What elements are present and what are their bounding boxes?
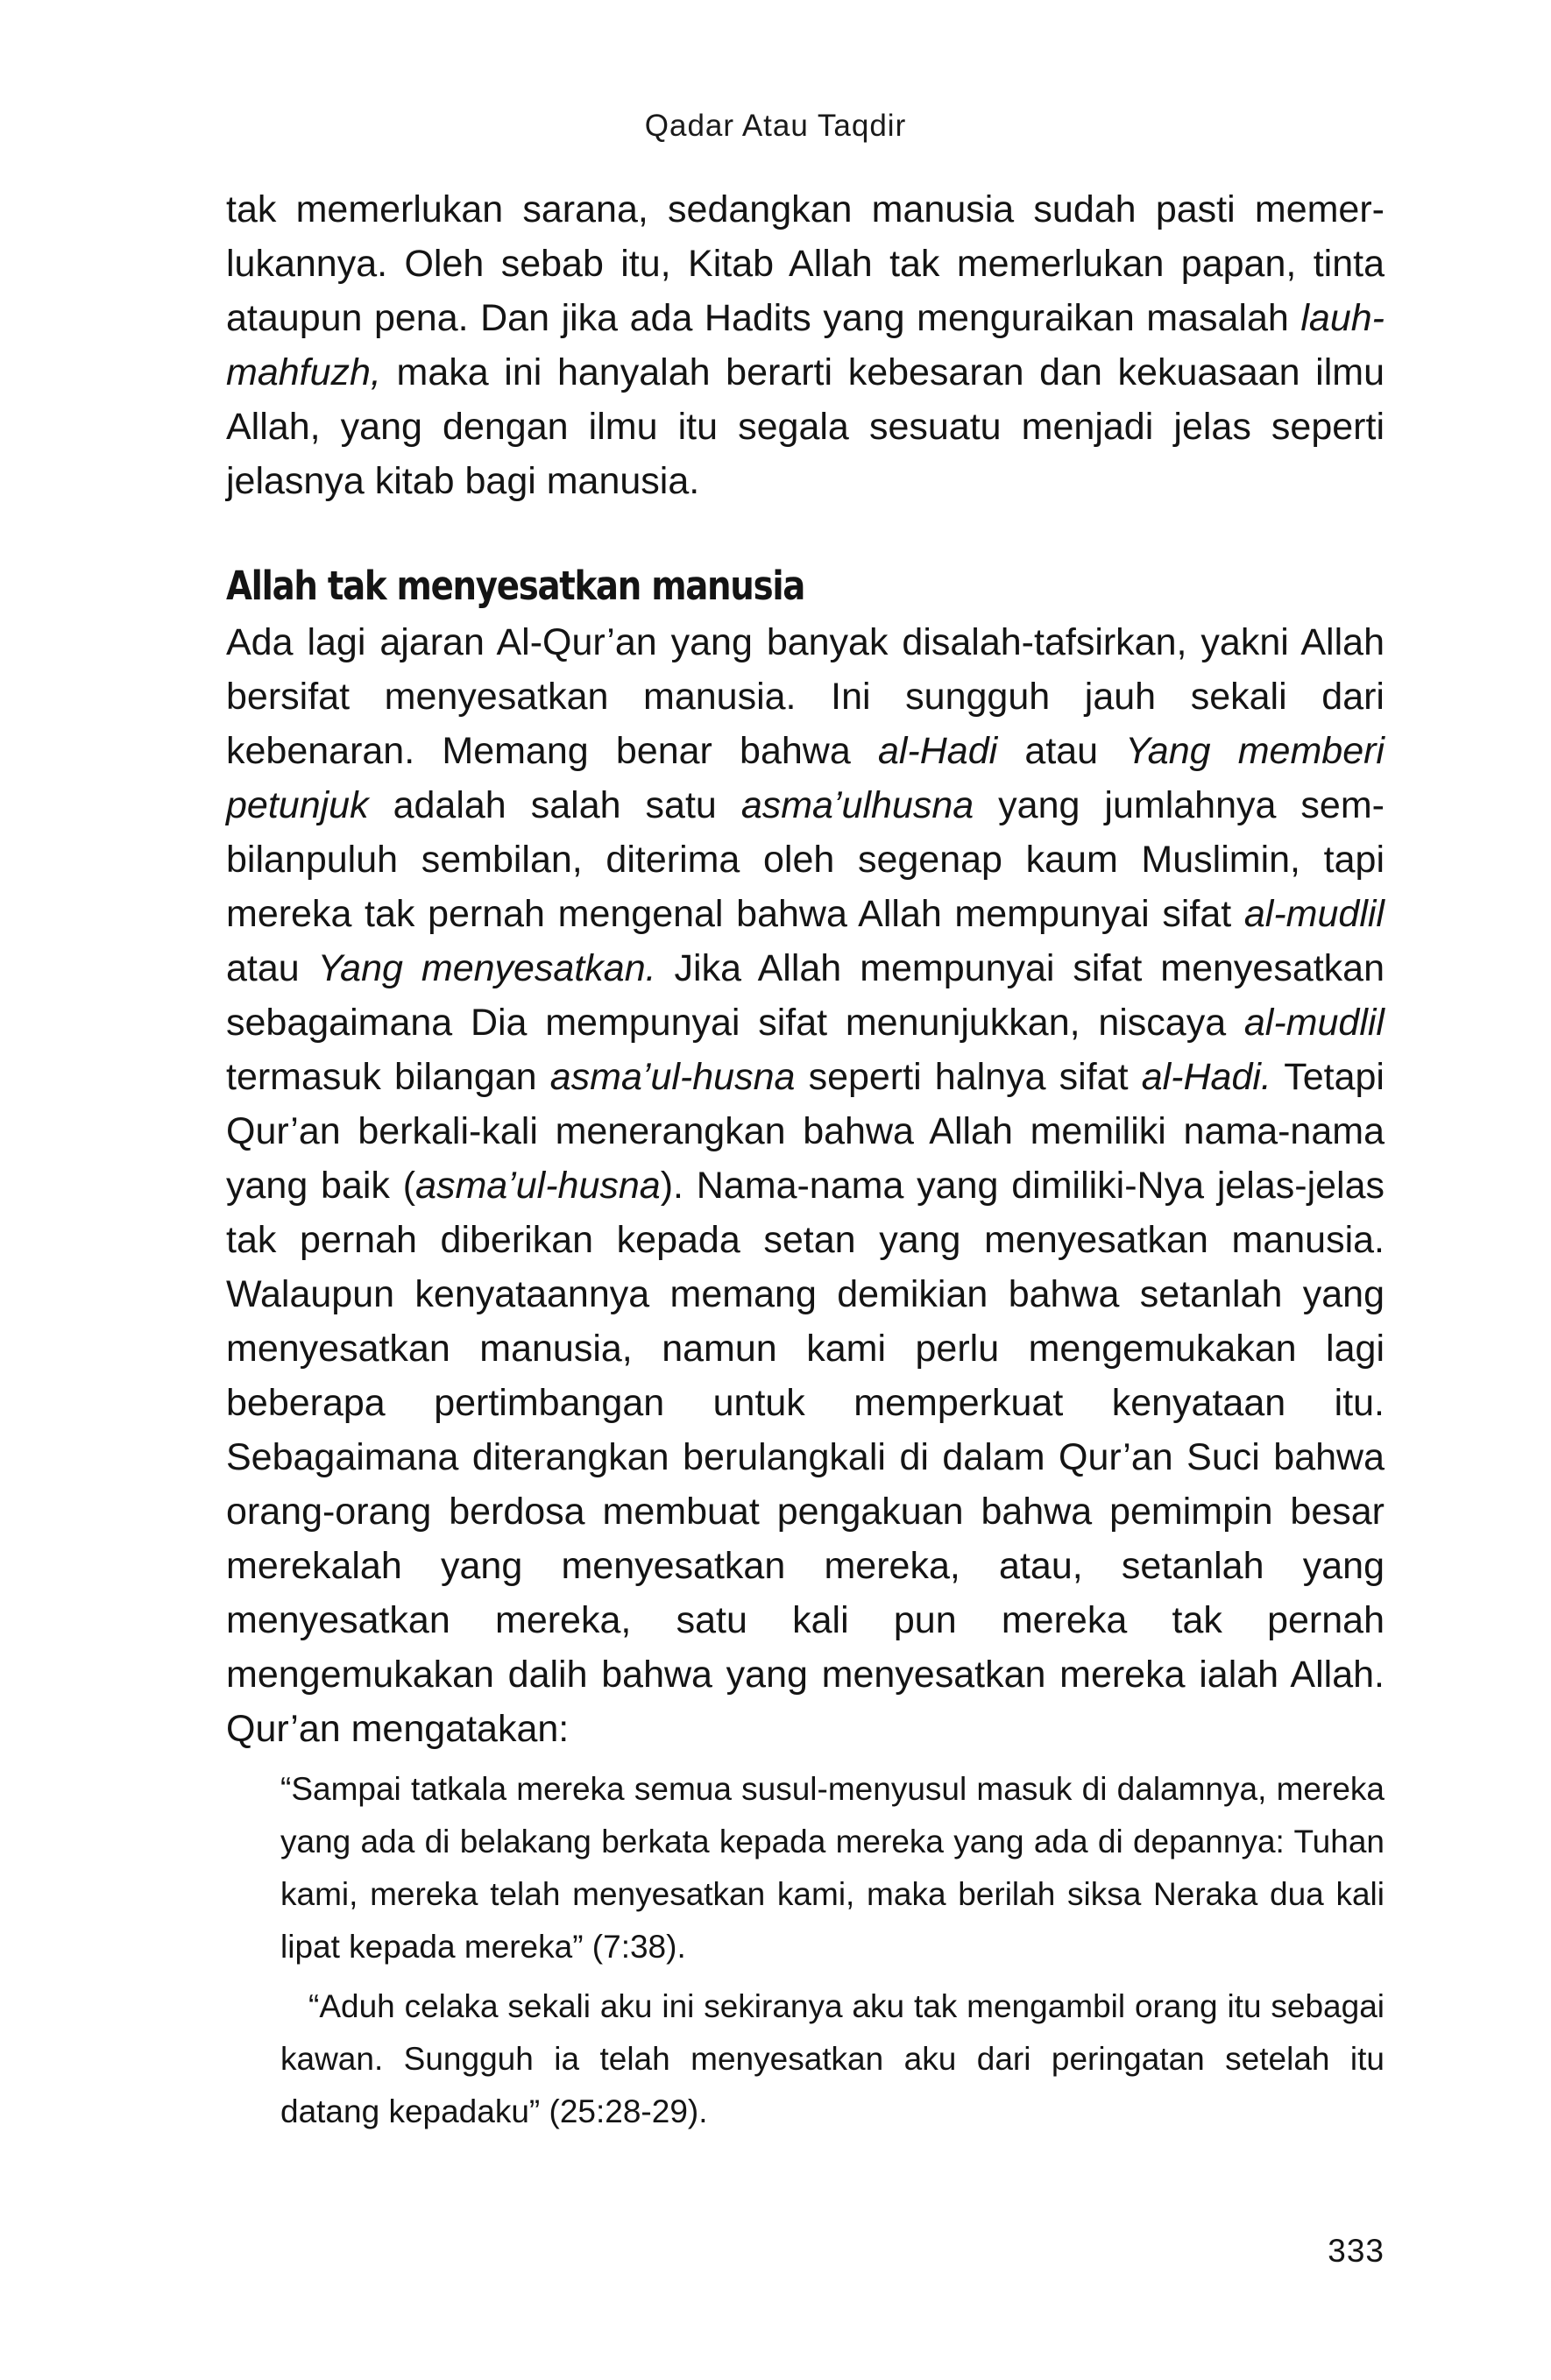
paragraph-2-text-4: yang jumlahnya sembilanpuluh sembilan, diterima oleh segenap kaum Muslimin, tapi mereka tak pernah mengenal bahwa Allah mempunyai sifat: [226, 784, 1385, 935]
paragraph-1: [226, 182, 1385, 508]
term-yang-memberi-petunjuk: Yang memberi petunjuk: [226, 730, 1385, 826]
quote-7-38: “Sampai tatkala mereka semua susul-menyusul masuk di dalamnya, mereka yang ada di belakang berkata kepada mereka yang ada di depannya: Tuhan kami, mereka telah menyesatkan kami, maka berilah siksa Neraka dua kali lipat kepada mereka” (7:38).: [280, 1771, 1385, 1965]
term-al-hadi: al-Hadi: [877, 730, 998, 772]
paragraph-2-text-3: adalah salah satu: [368, 784, 741, 826]
term-lauh-mahfuzh: lauh-mahfuzh,: [226, 297, 1385, 393]
paragraph-2-text-1: Ada lagi ajaran Al-Qur’an yang banyak disalah-tafsirkan, yakni Allah bersifat menyesatkan manusia. Ini sungguh jauh sekali dari kebenaran. Memang benar bahwa: [226, 621, 1385, 772]
paragraph-2-text-5: atau: [226, 947, 318, 989]
page-body: [226, 182, 1385, 2138]
paragraph-1-text-a: tak memerlukan sarana, sedangkan manusia sudah pasti memerlukannya. Oleh sebab itu, Kitab Allah tak memerlukan papan, tinta ataupun pena. Dan jika ada Hadits yang menguraikan masalah: [226, 188, 1385, 339]
term-asmaulhusna: asma’ulhusna: [740, 784, 974, 826]
paragraph-2-text-9: Tetapi Qur’an berkali-kali menerangkan bahwa Allah memiliki nama-nama yang baik (: [226, 1056, 1385, 1207]
paragraph-2-text-8: seperti halnya sifat: [795, 1056, 1142, 1098]
section-heading: Allah tak menyesatkan manusia: [226, 563, 805, 609]
paragraph-2-text-6: Jika Allah mempunyai sifat menyesatkan sebagaimana Dia mempunyai sifat menunjukkan, niscaya: [226, 947, 1385, 1044]
term-yang-menyesatkan: Yang menyesatkan.: [317, 947, 656, 989]
term-al-mudlil-2: al-mudlil: [1243, 1002, 1385, 1044]
term-al-hadi-2: al-Hadi.: [1141, 1056, 1271, 1098]
paragraph-2-text-10: ). Nama-nama yang dimiliki-Nya jelas-jelas tak pernah diberikan kepada setan yang menyesatkan manusia. Walaupun kenyataannya memang demikian bahwa setanlah yang menyesatkan manusia, namun kami perlu mengemukakan lagi beberapa pertimbangan untuk memperkuat kenyataan itu. Sebagaimana diterangkan berulangkali di dalam Qur’an Suci bahwa orang-orang berdosa membuat pengakuan bahwa pemimpin besar merekalah yang menyesatkan mereka, atau, setanlah yang menyesatkan mereka, satu kali pun mereka tak pernah mengemukakan dalih bahwa yang menyesatkan mereka ialah Allah. Qur’an mengatakan:: [226, 1165, 1385, 1750]
term-asmaul-husna-2: asma’ul-husna: [415, 1165, 661, 1207]
term-al-mudlil: al-​mudlil: [1243, 893, 1385, 935]
term-asmaul-husna: asma’ul-husna: [549, 1056, 796, 1098]
paragraph-2: [226, 615, 1385, 1756]
quote-25-28: “Aduh celaka sekali aku ini sekiranya aku tak mengambil orang itu sebagai kawan. Sungguh ia telah menyesatkan aku dari peringatan setelah itu datang kepadaku” (25:28-29).: [280, 1988, 1385, 2129]
paragraph-2-text-2: atau: [997, 730, 1126, 772]
paragraph-2-text-7: termasuk bilangan: [226, 1056, 550, 1098]
paragraph-1-text-c: maka ini hanyalah berarti kebesaran dan kekuasaan ilmu Allah, yang dengan ilmu itu segala sesuatu menjadi jelas seperti jelasnya kitab bagi manusia.: [226, 351, 1385, 502]
page-number: 333: [1328, 2233, 1385, 2269]
running-head: Qadar Atau Taqdir: [644, 109, 907, 143]
